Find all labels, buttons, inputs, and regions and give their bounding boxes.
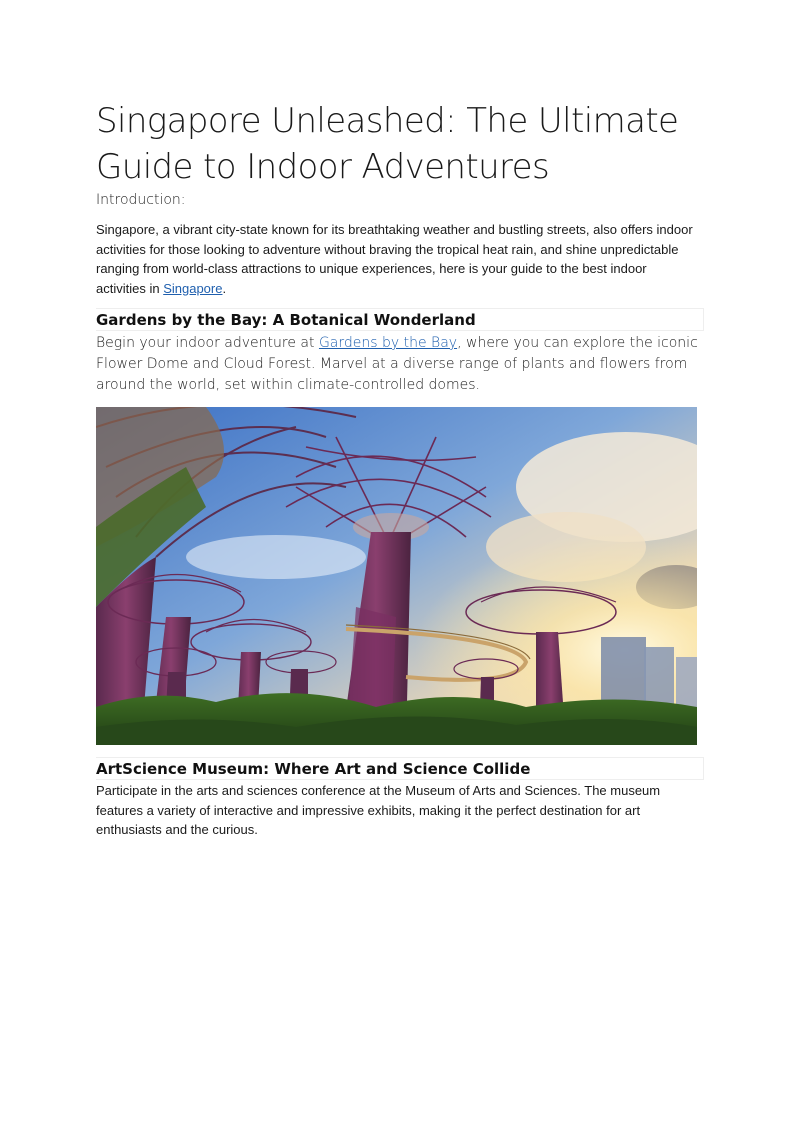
- gardens-paragraph: [96, 333, 700, 396]
- gardens-by-the-bay-link[interactable]: Gardens by the Bay: [318, 335, 458, 351]
- singapore-link[interactable]: Singapore: [163, 280, 223, 296]
- gardens-by-the-bay-photo: [96, 407, 697, 745]
- gardens-text: Begin your indoor adventure at: [96, 335, 319, 351]
- gardens-heading: Gardens by the Bay: A Botanical Wonderland: [96, 308, 704, 331]
- gardens-text-end: , where you can explore the iconic Flower Dome and Cloud Forest. Marvel at a diverse range of plants and flowers from around the world, set within climate-controlled domes.: [96, 335, 698, 393]
- intro-text: Singapore, a vibrant city-state known for its breathtaking weather and bustling streets, also offers indoor activities for those looking to adventure without braving the tropical heat rain, and shine unpredictable ranging from world-class attractions to unique experiences, here is your guide to the best indoor activities in: [96, 222, 693, 296]
- intro-text-end: .: [222, 280, 227, 296]
- intro-paragraph: [96, 220, 700, 298]
- museum-heading: ArtScience Museum: Where Art and Science Collide: [96, 757, 704, 780]
- museum-paragraph: Participate in the arts and sciences conference at the Museum of Arts and Sciences. The museum features a variety of interactive and impressive exhibits, making it the perfect destination for art enthusiasts and the curious.: [96, 783, 661, 837]
- document-page: [96, 98, 700, 853]
- document-title: Singapore Unleashed: The Ultimate Guide to Indoor Adventures: [96, 101, 679, 187]
- intro-label: Introduction:: [96, 192, 186, 208]
